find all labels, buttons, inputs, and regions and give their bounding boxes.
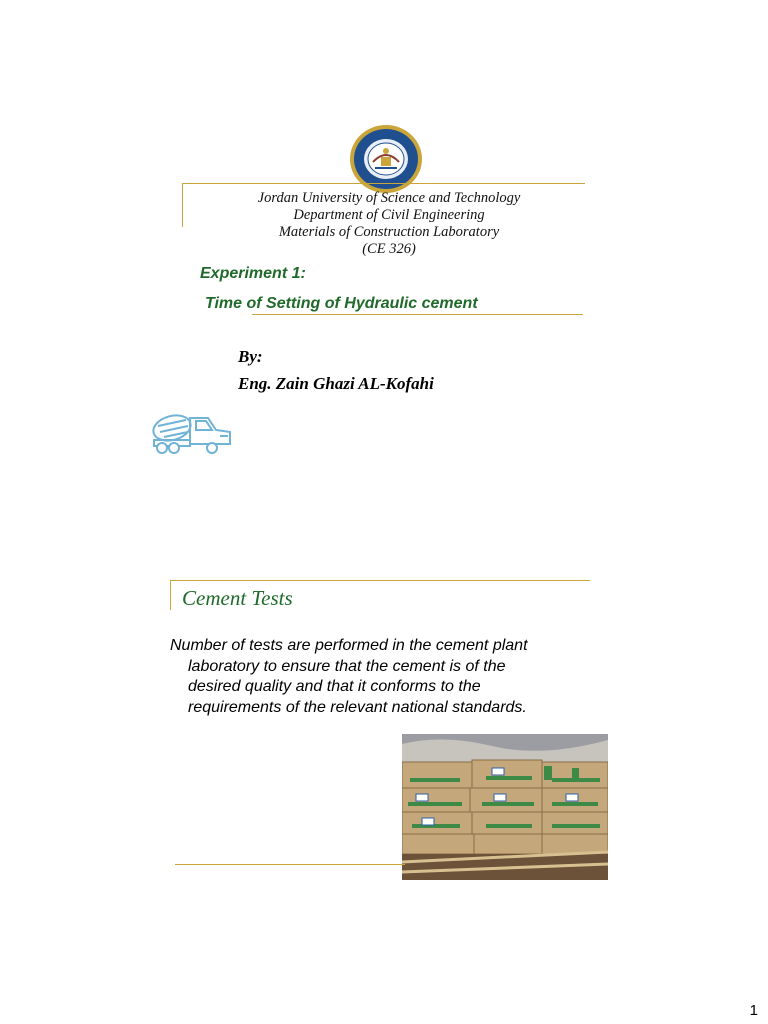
paragraph-line: desired quality and that it conforms to the <box>188 678 481 695</box>
course-code: (CE 326) <box>362 241 416 257</box>
cement-mixer-truck-icon <box>150 406 234 456</box>
page-number: 1 <box>749 1002 758 1019</box>
slide2-header-rule <box>170 580 590 581</box>
paragraph-line: requirements of the relevant national standards. <box>188 698 527 716</box>
paragraph-line: laboratory to ensure that the cement is of the <box>188 657 506 675</box>
title-rule <box>252 314 583 315</box>
slide2-header-rule-left <box>170 580 171 610</box>
university-name: Jordan University of Science and Technology <box>257 190 521 206</box>
header-rule <box>182 183 585 184</box>
slide-title: Cement Tests <box>182 586 293 610</box>
by-label: By: <box>238 347 263 366</box>
slide2-footer-rule <box>175 864 405 865</box>
experiment-title: Time of Setting of Hydraulic cement <box>205 295 478 312</box>
paragraph-line: Number of tests are performed in the cement plant <box>170 637 528 654</box>
department-name: Department of Civil Engineering <box>293 207 485 223</box>
cement-bags-photo <box>402 734 608 880</box>
body-paragraph <box>170 636 590 718</box>
institution-block <box>200 190 578 258</box>
experiment-label: Experiment 1: <box>200 265 306 282</box>
header-rule-left <box>182 183 183 227</box>
author-name: Eng. Zain Ghazi AL-Kofahi <box>238 374 434 393</box>
laboratory-name: Materials of Construction Laboratory <box>278 224 500 240</box>
